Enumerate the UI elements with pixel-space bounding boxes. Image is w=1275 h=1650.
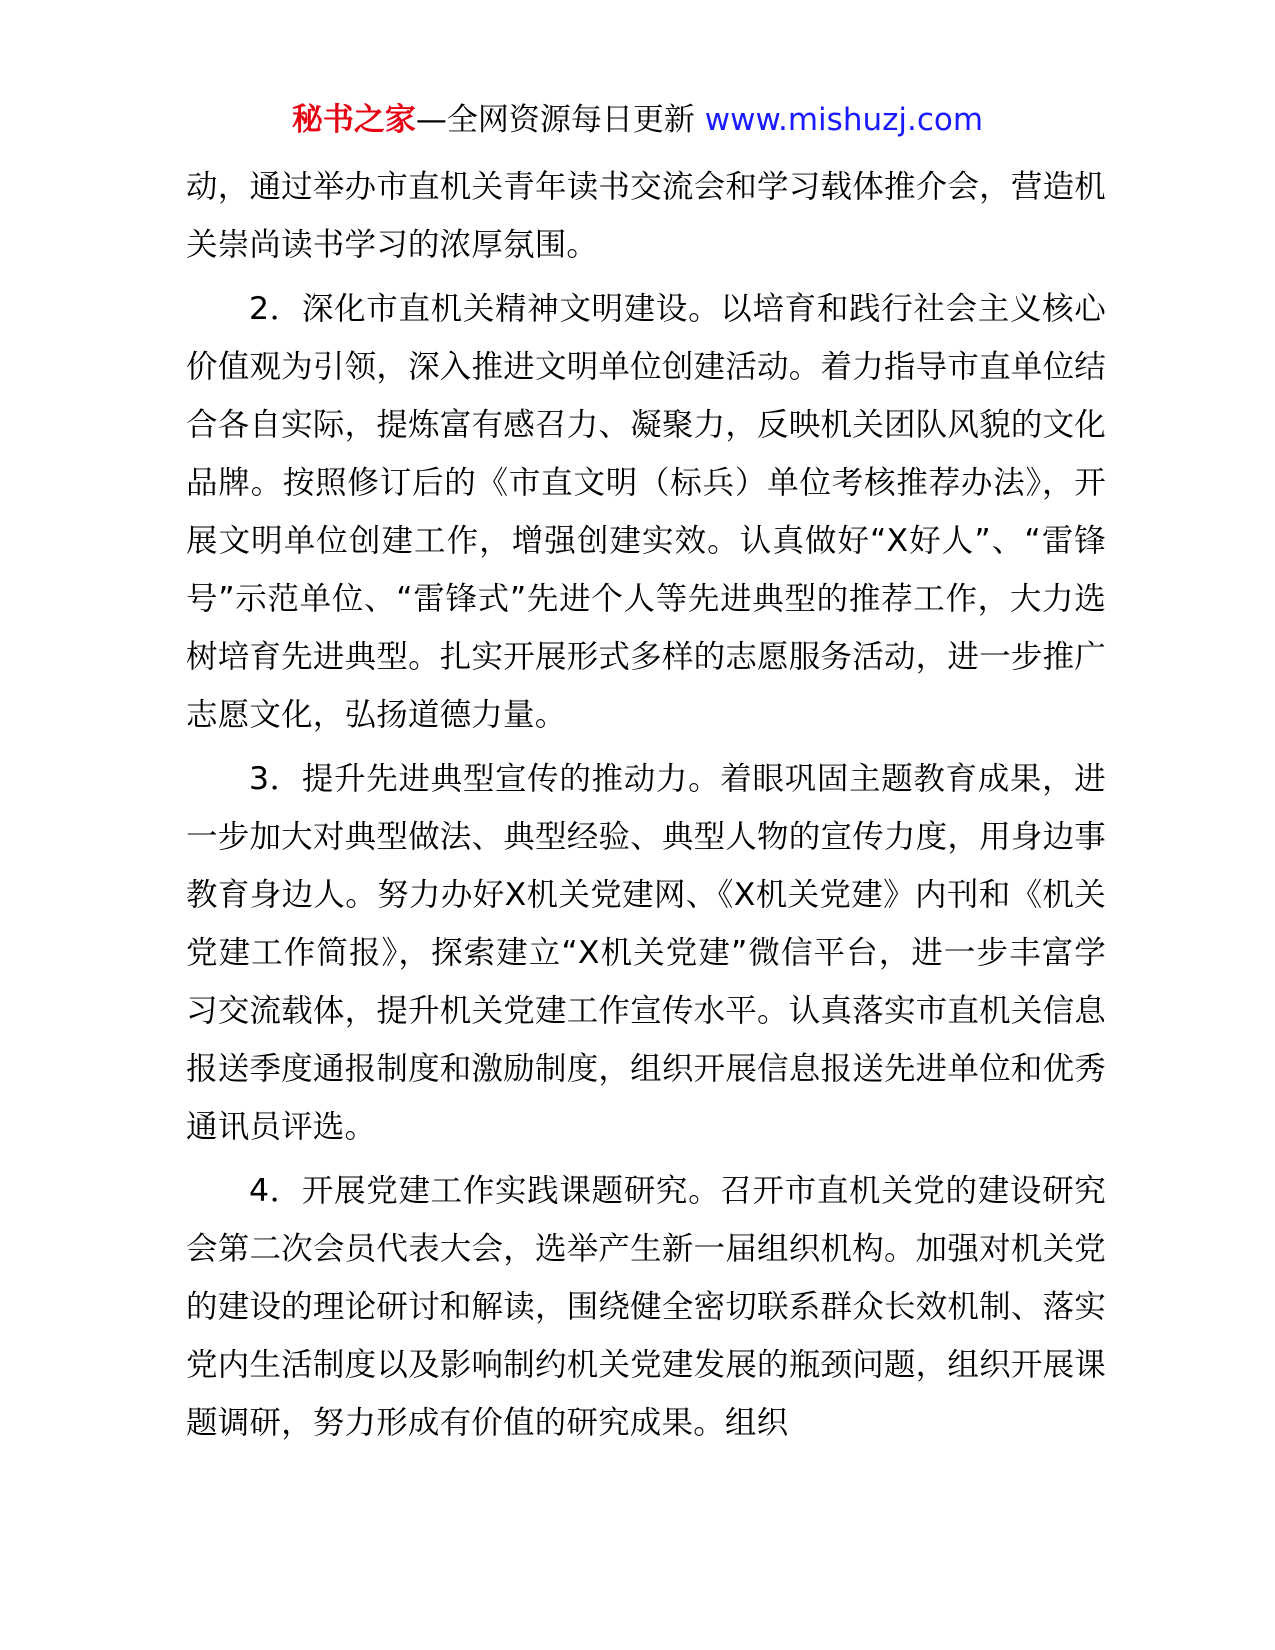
- header-tagline: —全网资源每日更新: [415, 102, 705, 138]
- paragraph-continued: 动，通过举办市直机关青年读书交流会和学习载体推介会，营造机关崇尚读书学习的浓厚氛围。: [186, 169, 1106, 263]
- page-header: [0, 98, 1275, 142]
- paragraph-item-3: 3．提升先进典型宣传的推动力。着眼巩固主题教育成果，进一步加大对典型做法、典型经验、典型人物的宣传力度，用身边事教育身边人。努力办好X机关党建网、《X机关党建》内刊和《机关党建工作简报》，探索建立“X机关党建”微信平台，进一步丰富学习交流载体，提升机关党建工作宣传水平。认真落实市直机关信息报送季度通报制度和激励制度，组织开展信息报送先进单位和优秀通讯员评选。: [186, 761, 1106, 1145]
- brand-name: 秘书之家: [291, 102, 416, 138]
- paragraph-item-4: 4．开展党建工作实践课题研究。召开市直机关党的建设研究会第二次会员代表大会，选举产生新一届组织机构。加强对机关党的建设的理论研讨和解读，围绕健全密切联系群众长效机制、落实党内生活制度以及影响制约机关党建发展的瓶颈问题，组织开展课题调研，努力形成有价值的研究成果。组织: [186, 1173, 1106, 1441]
- site-url-link[interactable]: www.mishuzj.com: [704, 102, 984, 138]
- paragraph-item-2: 2．深化市直机关精神文明建设。以培育和践行社会主义核心价值观为引领，深入推进文明单位创建活动。着力指导市直单位结合各自实际，提炼富有感召力、凝聚力，反映机关团队风貌的文化品牌。按照修订后的《市直文明（标兵）单位考核推荐办法》，开展文明单位创建工作，增强创建实效。认真做好“X好人”、“雷锋号”示范单位、“雷锋式”先进个人等先进典型的推荐工作，大力选树培育先进典型。扎实开展形式多样的志愿服务活动，进一步推广志愿文化，弘扬道德力量。: [186, 291, 1106, 733]
- document-body: [186, 158, 1106, 1458]
